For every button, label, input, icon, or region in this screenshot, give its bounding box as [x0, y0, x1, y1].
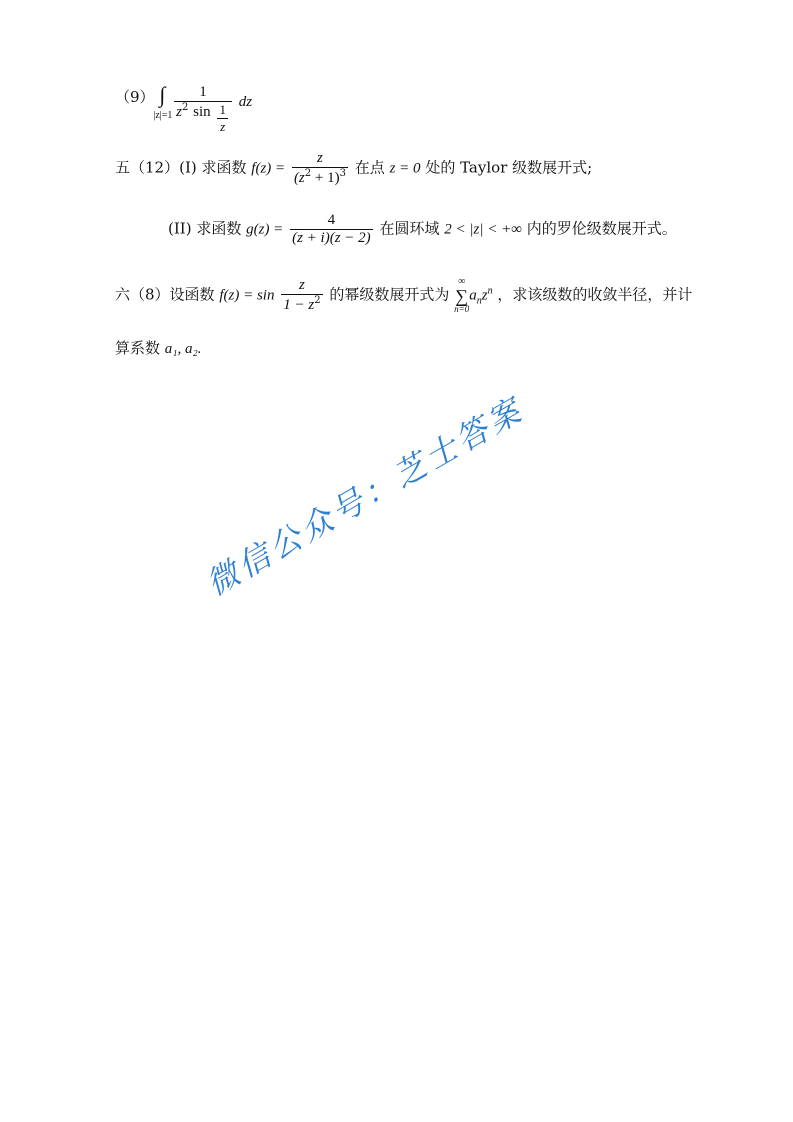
- end-text: ，求该级数的收敛半径，并计: [497, 285, 693, 304]
- end-text: 处的 Taylor 级数展开式;: [425, 158, 593, 177]
- den-z: z: [176, 104, 182, 120]
- den-exp: 2: [181, 102, 189, 113]
- question-6: [115, 277, 692, 314]
- watermark: 微信公众号：芝士答案: [199, 390, 531, 604]
- question-5-part-1: [115, 150, 592, 187]
- condition: z = 0: [389, 160, 421, 177]
- integrand-denominator: [174, 101, 232, 135]
- function-def: f(z) = sin: [219, 287, 275, 304]
- integral-lower-limit: |z|=1: [153, 110, 173, 121]
- integrand-differential: dz: [238, 94, 253, 110]
- numerator: 4: [327, 212, 336, 228]
- numerator: z: [317, 150, 323, 166]
- question-label: （9）: [115, 88, 155, 106]
- question-5-part-2: [168, 212, 677, 247]
- inner-fraction: [217, 102, 228, 135]
- integrand-fraction: [174, 84, 232, 135]
- function-def: g(z) =: [246, 221, 284, 238]
- function-def: f(z) =: [251, 160, 286, 177]
- integrand-numerator: 1: [199, 84, 207, 100]
- den-exp2: 3: [339, 168, 346, 179]
- sum-sign: ∑: [455, 286, 469, 306]
- question-label: 五（12）(I) 求函数: [115, 158, 247, 177]
- function-fraction: [290, 212, 373, 247]
- term-a: a: [469, 287, 477, 304]
- summation: [454, 277, 469, 314]
- den-pre: 1 − z: [283, 297, 315, 313]
- question-label: (II) 求函数: [168, 219, 242, 238]
- mid-text: 在点: [354, 158, 385, 177]
- term-sub: n: [476, 295, 482, 307]
- den-exp: 2: [304, 168, 312, 179]
- sum-lower: n=0: [454, 304, 470, 314]
- condition: 2 < |z| < +∞: [444, 221, 522, 238]
- coefficients: a₁, a₂.: [164, 341, 202, 357]
- den-mid: + 1): [311, 170, 340, 186]
- line-text: 算系数: [115, 339, 161, 357]
- integral-expression: [153, 82, 253, 135]
- denominator: (z + i)(z − 2): [292, 230, 371, 246]
- question-9: [115, 84, 252, 135]
- denominator: [281, 294, 322, 314]
- den-open: (z: [293, 170, 305, 186]
- question-label: 六（8）设函数: [115, 285, 215, 304]
- term-exp: n: [487, 285, 493, 297]
- term-z: z: [481, 287, 488, 304]
- integral-sign: ∫: [159, 82, 166, 107]
- mid-text: 在圆环域: [379, 219, 440, 238]
- function-fraction: [292, 150, 348, 187]
- inner-numerator: 1: [219, 102, 226, 117]
- denominator: [292, 167, 348, 187]
- function-fraction: [281, 277, 322, 314]
- numerator: z: [298, 277, 305, 293]
- sum-upper: ∞: [458, 276, 466, 287]
- end-text: 内的罗伦级数展开式。: [526, 219, 677, 238]
- inner-denominator: z: [217, 118, 228, 135]
- den-exp: 2: [314, 295, 321, 306]
- question-6-line-2: [115, 337, 201, 358]
- den-sin: sin: [193, 104, 211, 120]
- mid-text: 的幂级数展开式为: [329, 285, 450, 304]
